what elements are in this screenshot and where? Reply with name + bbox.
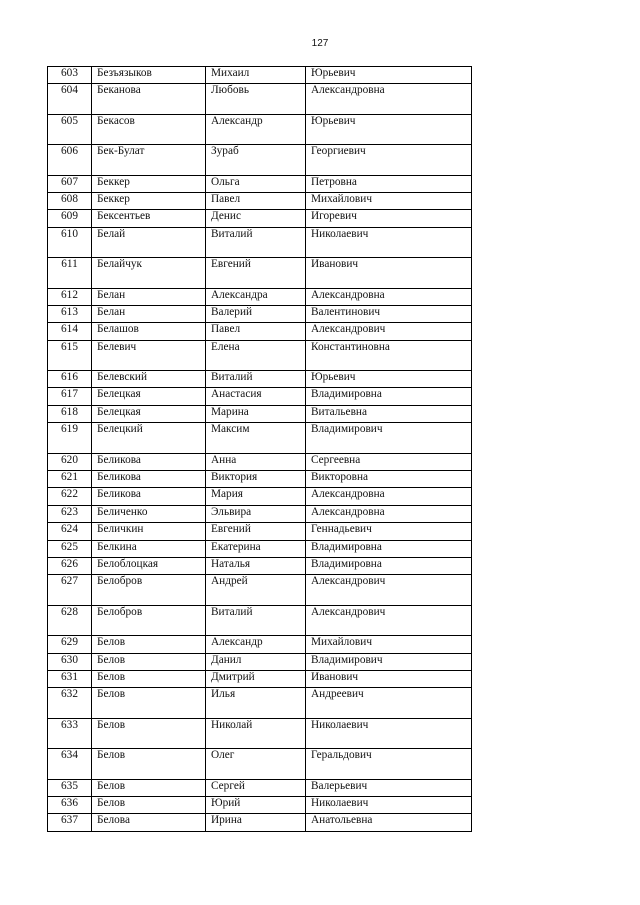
row-number-cell: 634 xyxy=(48,749,92,779)
surname-cell: Белов xyxy=(92,688,206,718)
first-name-cell: Виталий xyxy=(206,227,306,257)
surname-cell: Белан xyxy=(92,288,206,305)
first-name-cell: Александра xyxy=(206,288,306,305)
table-row xyxy=(48,796,472,813)
first-name-cell: Анна xyxy=(206,453,306,470)
table-row xyxy=(48,192,472,209)
first-name-cell: Ольга xyxy=(206,175,306,192)
table-row xyxy=(48,305,472,322)
row-number-cell: 608 xyxy=(48,192,92,209)
table-row xyxy=(48,67,472,84)
surname-cell: Беканова xyxy=(92,84,206,114)
first-name-cell: Виталий xyxy=(206,371,306,388)
surname-cell: Беликова xyxy=(92,453,206,470)
table-row xyxy=(48,575,472,605)
table-row xyxy=(48,388,472,405)
first-name-cell: Анастасия xyxy=(206,388,306,405)
first-name-cell: Юрий xyxy=(206,796,306,813)
patronymic-cell: Геннадьевич xyxy=(306,523,472,540)
row-number-cell: 607 xyxy=(48,175,92,192)
table-row xyxy=(48,718,472,748)
surname-cell: Белобров xyxy=(92,605,206,635)
row-number-cell: 630 xyxy=(48,653,92,670)
row-number-cell: 609 xyxy=(48,210,92,227)
surname-cell: Белай xyxy=(92,227,206,257)
first-name-cell: Ирина xyxy=(206,814,306,831)
patronymic-cell: Николаевич xyxy=(306,718,472,748)
first-name-cell: Андрей xyxy=(206,575,306,605)
table-row xyxy=(48,340,472,370)
row-number-cell: 636 xyxy=(48,796,92,813)
surname-cell: Бексентьев xyxy=(92,210,206,227)
surname-cell: Белайчук xyxy=(92,258,206,288)
row-number-cell: 624 xyxy=(48,523,92,540)
table-row xyxy=(48,227,472,257)
first-name-cell: Эльвира xyxy=(206,505,306,522)
surname-cell: Белевич xyxy=(92,340,206,370)
table-row xyxy=(48,488,472,505)
table-row xyxy=(48,84,472,114)
first-name-cell: Елена xyxy=(206,340,306,370)
row-number-cell: 629 xyxy=(48,636,92,653)
first-name-cell: Илья xyxy=(206,688,306,718)
row-number-cell: 611 xyxy=(48,258,92,288)
surname-cell: Белов xyxy=(92,670,206,687)
row-number-cell: 637 xyxy=(48,814,92,831)
first-name-cell: Данил xyxy=(206,653,306,670)
row-number-cell: 613 xyxy=(48,305,92,322)
row-number-cell: 605 xyxy=(48,114,92,144)
surname-cell: Белан xyxy=(92,305,206,322)
surname-cell: Белова xyxy=(92,814,206,831)
first-name-cell: Павел xyxy=(206,323,306,340)
patronymic-cell: Николаевич xyxy=(306,227,472,257)
first-name-cell: Денис xyxy=(206,210,306,227)
surname-cell: Белкина xyxy=(92,540,206,557)
surname-cell: Белов xyxy=(92,718,206,748)
row-number-cell: 627 xyxy=(48,575,92,605)
surname-cell: Беккер xyxy=(92,192,206,209)
table-row xyxy=(48,505,472,522)
patronymic-cell: Валентинович xyxy=(306,305,472,322)
first-name-cell: Виктория xyxy=(206,471,306,488)
table-row xyxy=(48,210,472,227)
patronymic-cell: Юрьевич xyxy=(306,67,472,84)
surname-cell: Белов xyxy=(92,796,206,813)
patronymic-cell: Владимировна xyxy=(306,540,472,557)
surname-cell: Белов xyxy=(92,749,206,779)
surname-cell: Белов xyxy=(92,653,206,670)
surname-cell: Белашов xyxy=(92,323,206,340)
row-number-cell: 603 xyxy=(48,67,92,84)
table-row xyxy=(48,114,472,144)
first-name-cell: Виталий xyxy=(206,605,306,635)
first-name-cell: Александр xyxy=(206,114,306,144)
surname-cell: Белов xyxy=(92,636,206,653)
row-number-cell: 615 xyxy=(48,340,92,370)
roster-body xyxy=(48,67,472,832)
table-row xyxy=(48,540,472,557)
row-number-cell: 628 xyxy=(48,605,92,635)
row-number-cell: 604 xyxy=(48,84,92,114)
table-row xyxy=(48,670,472,687)
row-number-cell: 617 xyxy=(48,388,92,405)
row-number-cell: 614 xyxy=(48,323,92,340)
patronymic-cell: Анатольевна xyxy=(306,814,472,831)
table-row xyxy=(48,636,472,653)
row-number-cell: 635 xyxy=(48,779,92,796)
row-number-cell: 625 xyxy=(48,540,92,557)
patronymic-cell: Владимировна xyxy=(306,388,472,405)
patronymic-cell: Геральдович xyxy=(306,749,472,779)
surname-cell: Безъязыков xyxy=(92,67,206,84)
row-number-cell: 622 xyxy=(48,488,92,505)
roster-table xyxy=(47,66,472,832)
surname-cell: Белов xyxy=(92,779,206,796)
table-row xyxy=(48,258,472,288)
first-name-cell: Михаил xyxy=(206,67,306,84)
row-number-cell: 612 xyxy=(48,288,92,305)
surname-cell: Белецкий xyxy=(92,423,206,453)
row-number-cell: 619 xyxy=(48,423,92,453)
surname-cell: Белобров xyxy=(92,575,206,605)
patronymic-cell: Владимирович xyxy=(306,423,472,453)
patronymic-cell: Юрьевич xyxy=(306,114,472,144)
patronymic-cell: Михайлович xyxy=(306,636,472,653)
first-name-cell: Олег xyxy=(206,749,306,779)
patronymic-cell: Юрьевич xyxy=(306,371,472,388)
first-name-cell: Валерий xyxy=(206,305,306,322)
table-row xyxy=(48,288,472,305)
first-name-cell: Александр xyxy=(206,636,306,653)
patronymic-cell: Андреевич xyxy=(306,688,472,718)
patronymic-cell: Сергеевна xyxy=(306,453,472,470)
row-number-cell: 618 xyxy=(48,405,92,422)
surname-cell: Белецкая xyxy=(92,405,206,422)
table-row xyxy=(48,653,472,670)
surname-cell: Беккер xyxy=(92,175,206,192)
patronymic-cell: Иванович xyxy=(306,670,472,687)
first-name-cell: Евгений xyxy=(206,523,306,540)
patronymic-cell: Александровна xyxy=(306,488,472,505)
first-name-cell: Екатерина xyxy=(206,540,306,557)
row-number-cell: 633 xyxy=(48,718,92,748)
patronymic-cell: Николаевич xyxy=(306,796,472,813)
page-number: 127 xyxy=(311,38,329,49)
surname-cell: Беликова xyxy=(92,488,206,505)
surname-cell: Беликова xyxy=(92,471,206,488)
patronymic-cell: Александровна xyxy=(306,505,472,522)
row-number-cell: 620 xyxy=(48,453,92,470)
table-row xyxy=(48,471,472,488)
first-name-cell: Зураб xyxy=(206,145,306,175)
patronymic-cell: Игоревич xyxy=(306,210,472,227)
first-name-cell: Евгений xyxy=(206,258,306,288)
patronymic-cell: Александрович xyxy=(306,575,472,605)
patronymic-cell: Владимировна xyxy=(306,557,472,574)
first-name-cell: Дмитрий xyxy=(206,670,306,687)
table-row xyxy=(48,749,472,779)
first-name-cell: Сергей xyxy=(206,779,306,796)
patronymic-cell: Александровна xyxy=(306,84,472,114)
patronymic-cell: Викторовна xyxy=(306,471,472,488)
row-number-cell: 610 xyxy=(48,227,92,257)
row-number-cell: 632 xyxy=(48,688,92,718)
first-name-cell: Любовь xyxy=(206,84,306,114)
surname-cell: Белоблоцкая xyxy=(92,557,206,574)
patronymic-cell: Иванович xyxy=(306,258,472,288)
table-row xyxy=(48,145,472,175)
row-number-cell: 623 xyxy=(48,505,92,522)
patronymic-cell: Георгиевич xyxy=(306,145,472,175)
patronymic-cell: Александрович xyxy=(306,605,472,635)
table-row xyxy=(48,175,472,192)
first-name-cell: Павел xyxy=(206,192,306,209)
first-name-cell: Наталья xyxy=(206,557,306,574)
surname-cell: Беличенко xyxy=(92,505,206,522)
row-number-cell: 606 xyxy=(48,145,92,175)
patronymic-cell: Петровна xyxy=(306,175,472,192)
surname-cell: Бек-Булат xyxy=(92,145,206,175)
row-number-cell: 631 xyxy=(48,670,92,687)
surname-cell: Белевский xyxy=(92,371,206,388)
patronymic-cell: Константиновна xyxy=(306,340,472,370)
table-row xyxy=(48,523,472,540)
table-row xyxy=(48,557,472,574)
table-row xyxy=(48,323,472,340)
row-number-cell: 626 xyxy=(48,557,92,574)
table-row xyxy=(48,453,472,470)
patronymic-cell: Михайлович xyxy=(306,192,472,209)
patronymic-cell: Александровна xyxy=(306,288,472,305)
surname-cell: Белецкая xyxy=(92,388,206,405)
table-row xyxy=(48,423,472,453)
surname-cell: Бекасов xyxy=(92,114,206,144)
table-row xyxy=(48,814,472,831)
patronymic-cell: Валерьевич xyxy=(306,779,472,796)
table-row xyxy=(48,371,472,388)
surname-cell: Беличкин xyxy=(92,523,206,540)
table-row xyxy=(48,779,472,796)
table-row xyxy=(48,605,472,635)
table-row xyxy=(48,405,472,422)
first-name-cell: Мария xyxy=(206,488,306,505)
patronymic-cell: Витальевна xyxy=(306,405,472,422)
table-row xyxy=(48,688,472,718)
row-number-cell: 621 xyxy=(48,471,92,488)
first-name-cell: Николай xyxy=(206,718,306,748)
patronymic-cell: Александрович xyxy=(306,323,472,340)
first-name-cell: Марина xyxy=(206,405,306,422)
row-number-cell: 616 xyxy=(48,371,92,388)
patronymic-cell: Владимирович xyxy=(306,653,472,670)
first-name-cell: Максим xyxy=(206,423,306,453)
